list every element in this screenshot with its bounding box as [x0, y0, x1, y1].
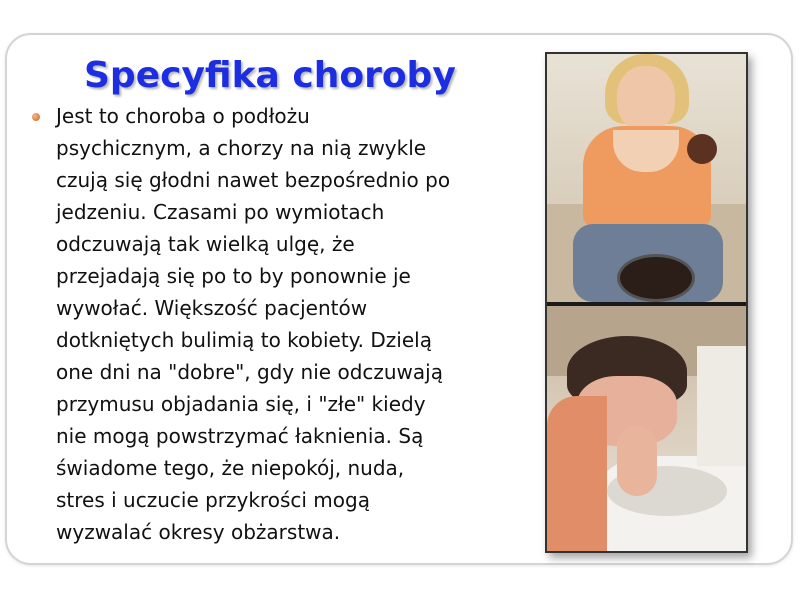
bullet-icon: [32, 113, 40, 121]
photo-vomiting: [547, 306, 746, 551]
bullet-text: Jest to choroba o podłożu psychicznym, a chorzy na nią zwykle czują się głodni nawet bezpośrednio po jedzeniu. Czasami po wymiotach odczuwają tak wielką ulgę, że przejadają się po to by ponownie je wywołać. Większość pacjentów dotkniętych bulimią to kobiety. Dzielą one dni na "dobre", gdy nie odczuwają przymusu objadania się, i "złe" kiedy nie mogą powstrzymać łaknienia. Są świadome tego, że niepokój, nuda, stres i uczucie przykrości mogą wyzwalać okresy obżarstwa.: [56, 104, 451, 544]
slide-title: Specyfika choroby: [84, 55, 456, 96]
photo-eating: [547, 54, 746, 302]
photo-collage: [545, 52, 748, 553]
